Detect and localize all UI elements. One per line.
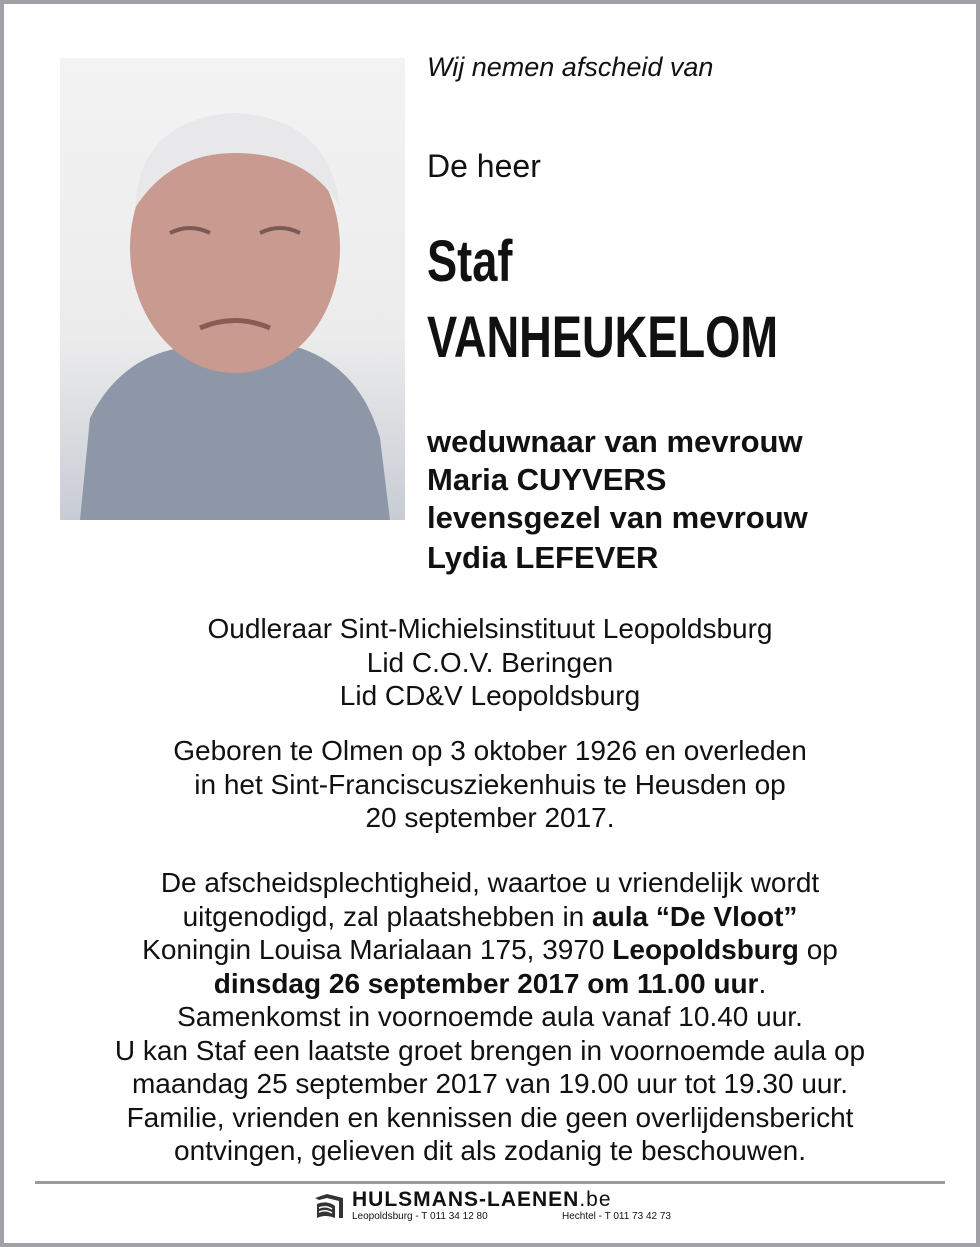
office-leopoldsburg: Leopoldsburg - T 011 34 12 80 (352, 1211, 488, 1222)
ceremony-line: maandag 25 september 2017 van 19.00 uur tot 19.30 uur. (131, 1068, 849, 1099)
affiliation-line: Lid C.O.V. Beringen (366, 646, 614, 678)
portrait-photo (60, 58, 405, 520)
venue: aula “De Vloot” (592, 900, 798, 932)
ceremony-line (0, 900, 980, 934)
ceremony-details (0, 866, 980, 1168)
footer-divider (35, 1181, 945, 1184)
brand-domain: .be (579, 1188, 612, 1211)
ceremony-line: De afscheidsplechtigheid, waartoe u vriendelijk wordt (160, 867, 820, 898)
ceremony-datetime: dinsdag 26 september 2017 om 11.00 uur (213, 967, 759, 999)
birth-death-line: 20 september 2017. (365, 802, 615, 833)
relation-line: Maria CUYVERS (427, 462, 667, 497)
address: Koningin Louisa Marialaan 175, 3970 (142, 934, 613, 965)
ceremony-line: Familie, vrienden en kennissen die geen overlijdensbericht (126, 1101, 854, 1133)
ceremony-text: op (798, 934, 838, 965)
city: Leopoldsburg (612, 934, 799, 965)
birth-death (0, 734, 980, 835)
last-name: VANHEUKELOM (427, 305, 779, 370)
ceremony-text: uitgenodigd, zal plaatshebben in (182, 900, 593, 932)
affiliations (0, 612, 980, 713)
ceremony-line: ontvingen, gelieven dit als zodanig te beschouwen. (174, 1135, 806, 1166)
funeral-home-brand (352, 1188, 612, 1212)
birth-death-line: in het Sint-Franciscusziekenhuis te Heusden op (194, 768, 786, 800)
ceremony-line: U kan Staf een laatste groet brengen in voornoemde aula op (114, 1034, 866, 1066)
intro-text: Wij nemen afscheid van (427, 52, 714, 82)
ceremony-line: Samenkomst in voornoemde aula vanaf 10.40 uur. (177, 1001, 803, 1032)
affiliation-line: Lid CD&V Leopoldsburg (339, 680, 641, 711)
relation-line: weduwnaar van mevrouw (427, 424, 803, 459)
relation-line: Lydia LEFEVER (427, 540, 659, 575)
ceremony-line (0, 933, 980, 967)
birth-death-line: Geboren te Olmen op 3 oktober 1926 en overleden (173, 735, 807, 766)
office-hechtel: Hechtel - T 011 73 42 73 (562, 1211, 671, 1222)
ceremony-text: . (758, 967, 767, 999)
first-name: Staf (427, 229, 513, 294)
brand-name: HULSMANS-LAENEN (352, 1188, 580, 1211)
honorific: De heer (427, 148, 541, 184)
relation-line: levensgezel van mevrouw (427, 500, 808, 535)
funeral-home-logo-icon (313, 1192, 347, 1222)
affiliation-line: Oudleraar Sint-Michielsinstituut Leopoldsburg (207, 613, 773, 644)
ceremony-line (0, 967, 980, 1001)
